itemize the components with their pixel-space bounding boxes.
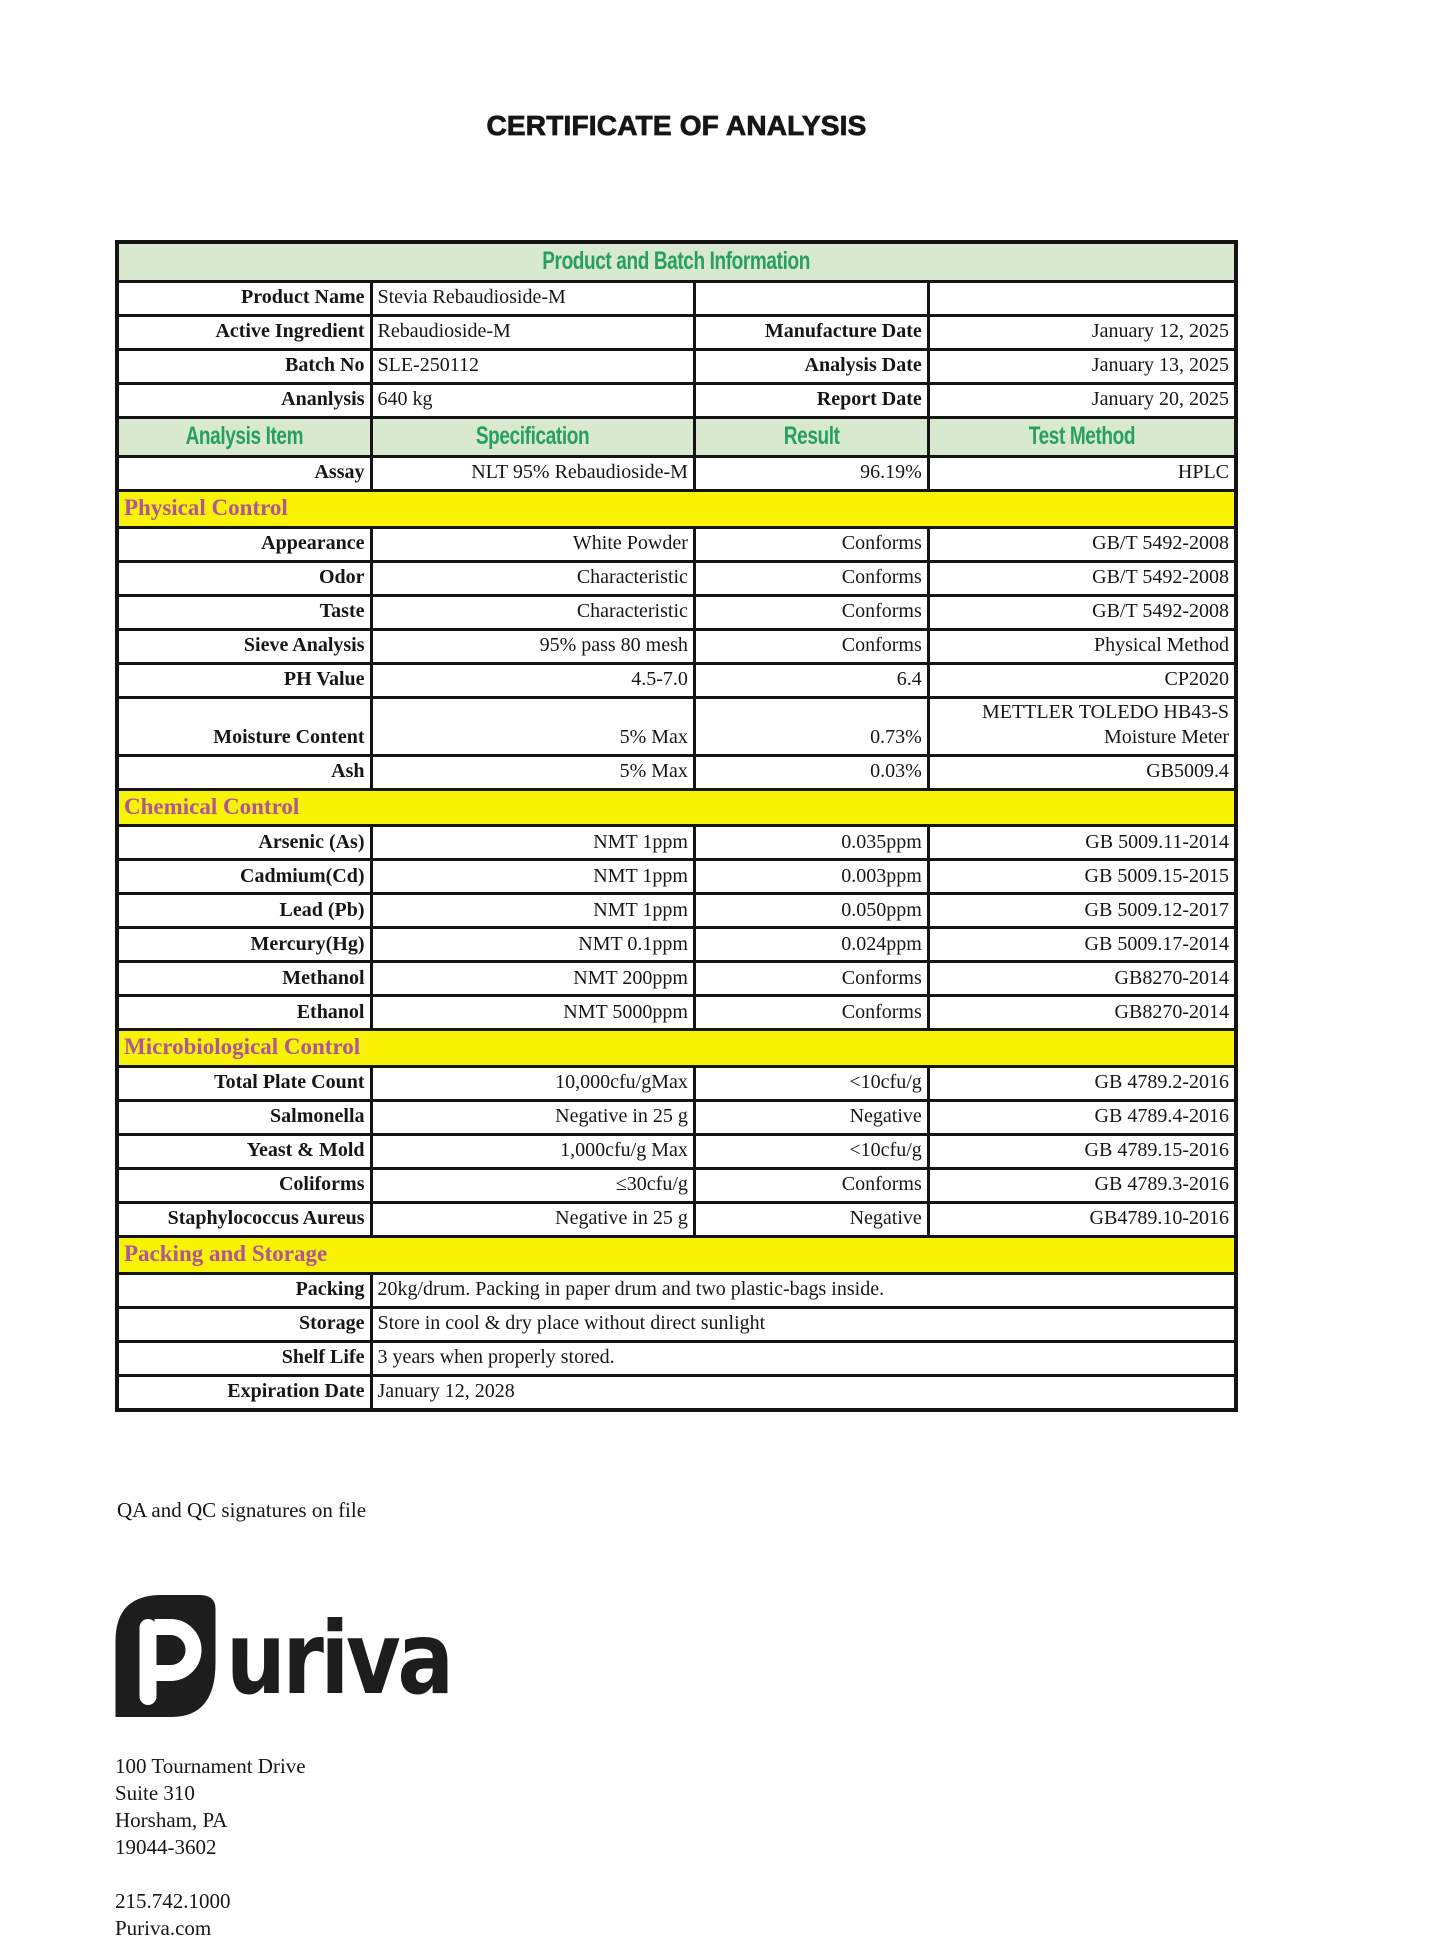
column-header-text: Specification: [476, 422, 590, 450]
result-cell: Conforms: [694, 595, 928, 629]
section-band-row: [117, 1030, 1236, 1067]
test-method-cell: GB 5009.11-2014: [928, 826, 1236, 860]
field-value: 3 years when properly stored.: [371, 1341, 1236, 1375]
analysis-item-cell: Cadmium(Cd): [117, 860, 371, 894]
specification-cell: ≤30cfu/g: [371, 1168, 694, 1202]
column-header-test-method: [928, 418, 1236, 457]
analysis-item-cell: Appearance: [117, 527, 371, 561]
specification-cell: 5% Max: [371, 697, 694, 755]
field-label: Manufacture Date: [694, 316, 928, 350]
analysis-item-cell: Taste: [117, 595, 371, 629]
product-info-header-text: Product and Batch Information: [542, 247, 811, 275]
field-value: 640 kg: [371, 384, 694, 418]
field-value: January 12, 2028: [371, 1375, 1236, 1410]
result-cell: Negative: [694, 1100, 928, 1134]
field-label: Expiration Date: [117, 1375, 371, 1410]
table-row: [117, 457, 1236, 491]
product-info-header-cell: [117, 242, 1236, 282]
table-row: [117, 1273, 1236, 1307]
column-header-result: [694, 418, 928, 457]
section-band-cell: [117, 789, 1236, 826]
field-label: [694, 282, 928, 316]
analysis-item-cell: Moisture Content: [117, 697, 371, 755]
table-row: [117, 962, 1236, 996]
puriva-logo: [115, 1593, 1238, 1717]
table-row: [117, 1066, 1236, 1100]
test-method-cell: CP2020: [928, 663, 1236, 697]
test-method-cell: GB 4789.4-2016: [928, 1100, 1236, 1134]
section-title: Packing and Storage: [124, 1240, 328, 1266]
test-method-cell: GB/T 5492-2008: [928, 561, 1236, 595]
specification-cell: Characteristic: [371, 561, 694, 595]
logo-wordmark: uriva: [226, 1599, 451, 1717]
product-info-header-row: [117, 242, 1236, 282]
section-band-row: [117, 789, 1236, 826]
field-label: Shelf Life: [117, 1341, 371, 1375]
field-label: Report Date: [694, 384, 928, 418]
table-row: [117, 1375, 1236, 1410]
field-value: Rebaudioside-M: [371, 316, 694, 350]
table-row: [117, 755, 1236, 789]
coa-table: [115, 240, 1238, 1412]
specification-cell: 95% pass 80 mesh: [371, 629, 694, 663]
column-header-analysis-item: [117, 418, 371, 457]
section-title: Physical Control: [124, 495, 288, 520]
result-cell: <10cfu/g: [694, 1134, 928, 1168]
specification-cell: NMT 1ppm: [371, 894, 694, 928]
analysis-item-cell: Ethanol: [117, 996, 371, 1030]
field-value: January 20, 2025: [928, 384, 1236, 418]
table-row: [117, 282, 1236, 316]
test-method-cell: METTLER TOLEDO HB43-S Moisture Meter: [928, 697, 1236, 755]
specification-cell: 4.5-7.0: [371, 663, 694, 697]
address-spacer: [115, 1861, 1238, 1888]
column-header-text: Result: [783, 422, 840, 450]
field-label: Active Ingredient: [117, 316, 371, 350]
section-band-row: [117, 491, 1236, 528]
field-label: Storage: [117, 1307, 371, 1341]
company-address-block: [115, 1753, 1238, 1942]
table-row: [117, 860, 1236, 894]
result-cell: Negative: [694, 1202, 928, 1236]
result-cell: 0.003ppm: [694, 860, 928, 894]
specification-cell: NMT 5000ppm: [371, 996, 694, 1030]
test-method-cell: GB 4789.15-2016: [928, 1134, 1236, 1168]
specification-cell: NLT 95% Rebaudioside-M: [371, 457, 694, 491]
specification-cell: Characteristic: [371, 595, 694, 629]
section-band-cell: [117, 1236, 1236, 1273]
section-band-cell: [117, 491, 1236, 528]
test-method-cell: GB4789.10-2016: [928, 1202, 1236, 1236]
phone-number: 215.742.1000: [115, 1888, 231, 1913]
result-cell: 6.4: [694, 663, 928, 697]
table-row: [117, 826, 1236, 860]
table-row: [117, 527, 1236, 561]
analysis-item-cell: Odor: [117, 561, 371, 595]
analysis-item-cell: Staphylococcus Aureus: [117, 1202, 371, 1236]
field-label: Analysis Date: [694, 350, 928, 384]
table-row: [117, 1341, 1236, 1375]
specification-cell: 5% Max: [371, 755, 694, 789]
result-cell: 0.035ppm: [694, 826, 928, 860]
analysis-item-cell: Lead (Pb): [117, 894, 371, 928]
analysis-item-cell: Methanol: [117, 962, 371, 996]
result-cell: Conforms: [694, 962, 928, 996]
analysis-item-cell: Ash: [117, 755, 371, 789]
logo-p-stem: [140, 1619, 157, 1705]
specification-cell: Negative in 25 g: [371, 1202, 694, 1236]
table-row: [117, 316, 1236, 350]
analysis-item-cell: Mercury(Hg): [117, 928, 371, 962]
result-cell: 96.19%: [694, 457, 928, 491]
result-cell: 0.050ppm: [694, 894, 928, 928]
table-row: [117, 928, 1236, 962]
field-value: Store in cool & dry place without direct sunlight: [371, 1307, 1236, 1341]
qa-signature-note: QA and QC signatures on file: [117, 1497, 367, 1522]
address-line: Horsham, PA: [115, 1807, 228, 1832]
address-line: 19044-3602: [115, 1834, 217, 1859]
test-method-cell: GB 4789.3-2016: [928, 1168, 1236, 1202]
column-header-text: Test Method: [1028, 422, 1136, 450]
result-cell: Conforms: [694, 527, 928, 561]
analysis-item-cell: Assay: [117, 457, 371, 491]
specification-cell: 10,000cfu/gMax: [371, 1066, 694, 1100]
field-value: January 13, 2025: [928, 350, 1236, 384]
result-cell: Conforms: [694, 1168, 928, 1202]
field-value: [928, 282, 1236, 316]
analysis-item-cell: Salmonella: [117, 1100, 371, 1134]
specification-cell: NMT 1ppm: [371, 860, 694, 894]
table-row: [117, 697, 1236, 755]
table-row: [117, 996, 1236, 1030]
section-band-cell: [117, 1030, 1236, 1067]
website: Puriva.com: [115, 1915, 212, 1940]
field-label: Product Name: [117, 282, 371, 316]
section-title: Microbiological Control: [124, 1034, 361, 1060]
address-line: 100 Tournament Drive: [115, 1753, 306, 1778]
document-title: CERTIFICATE OF ANALYSIS: [486, 110, 867, 141]
analysis-item-cell: Coliforms: [117, 1168, 371, 1202]
test-method-cell: GB8270-2014: [928, 996, 1236, 1030]
section-title: Chemical Control: [124, 793, 300, 819]
field-value: Stevia Rebaudioside-M: [371, 282, 694, 316]
result-cell: Conforms: [694, 629, 928, 663]
address-line: Suite 310: [115, 1780, 195, 1805]
specification-cell: 1,000cfu/g Max: [371, 1134, 694, 1168]
analysis-item-cell: Yeast & Mold: [117, 1134, 371, 1168]
table-row: [117, 1202, 1236, 1236]
result-cell: 0.73%: [694, 697, 928, 755]
puriva-leaf-logo-icon: [115, 1595, 216, 1717]
section-band-row: [117, 1236, 1236, 1273]
result-cell: 0.024ppm: [694, 928, 928, 962]
test-method-cell: HPLC: [928, 457, 1236, 491]
field-label: Ananlysis: [117, 384, 371, 418]
analysis-item-cell: PH Value: [117, 663, 371, 697]
specification-cell: NMT 0.1ppm: [371, 928, 694, 962]
table-row: [117, 595, 1236, 629]
test-method-cell: GB/T 5492-2008: [928, 527, 1236, 561]
table-row: [117, 629, 1236, 663]
test-method-cell: GB/T 5492-2008: [928, 595, 1236, 629]
field-value: January 12, 2025: [928, 316, 1236, 350]
table-row: [117, 1134, 1236, 1168]
table-row: [117, 894, 1236, 928]
field-value: SLE-250112: [371, 350, 694, 384]
table-row: [117, 1100, 1236, 1134]
test-method-cell: GB 5009.12-2017: [928, 894, 1236, 928]
test-method-cell: GB 4789.2-2016: [928, 1066, 1236, 1100]
column-header-specification: [371, 418, 694, 457]
field-value: 20kg/drum. Packing in paper drum and two plastic-bags inside.: [371, 1273, 1236, 1307]
specification-cell: NMT 200ppm: [371, 962, 694, 996]
table-row: [117, 561, 1236, 595]
coa-content: [115, 0, 1238, 1942]
analysis-item-cell: Total Plate Count: [117, 1066, 371, 1100]
result-cell: Conforms: [694, 561, 928, 595]
field-label: Packing: [117, 1273, 371, 1307]
result-cell: Conforms: [694, 996, 928, 1030]
specification-cell: NMT 1ppm: [371, 826, 694, 860]
table-row: [117, 663, 1236, 697]
specification-cell: White Powder: [371, 527, 694, 561]
result-cell: 0.03%: [694, 755, 928, 789]
analysis-columns-row: [117, 418, 1236, 457]
column-header-text: Analysis Item: [185, 422, 304, 450]
test-method-cell: GB 5009.15-2015: [928, 860, 1236, 894]
test-method-cell: GB8270-2014: [928, 962, 1236, 996]
table-row: [117, 384, 1236, 418]
result-cell: <10cfu/g: [694, 1066, 928, 1100]
test-method-cell: GB 5009.17-2014: [928, 928, 1236, 962]
field-label: Batch No: [117, 350, 371, 384]
specification-cell: Negative in 25 g: [371, 1100, 694, 1134]
test-method-cell: Physical Method: [928, 629, 1236, 663]
test-method-cell: GB5009.4: [928, 755, 1236, 789]
analysis-item-cell: Sieve Analysis: [117, 629, 371, 663]
table-row: [117, 1307, 1236, 1341]
analysis-item-cell: Arsenic (As): [117, 826, 371, 860]
table-row: [117, 1168, 1236, 1202]
table-row: [117, 350, 1236, 384]
